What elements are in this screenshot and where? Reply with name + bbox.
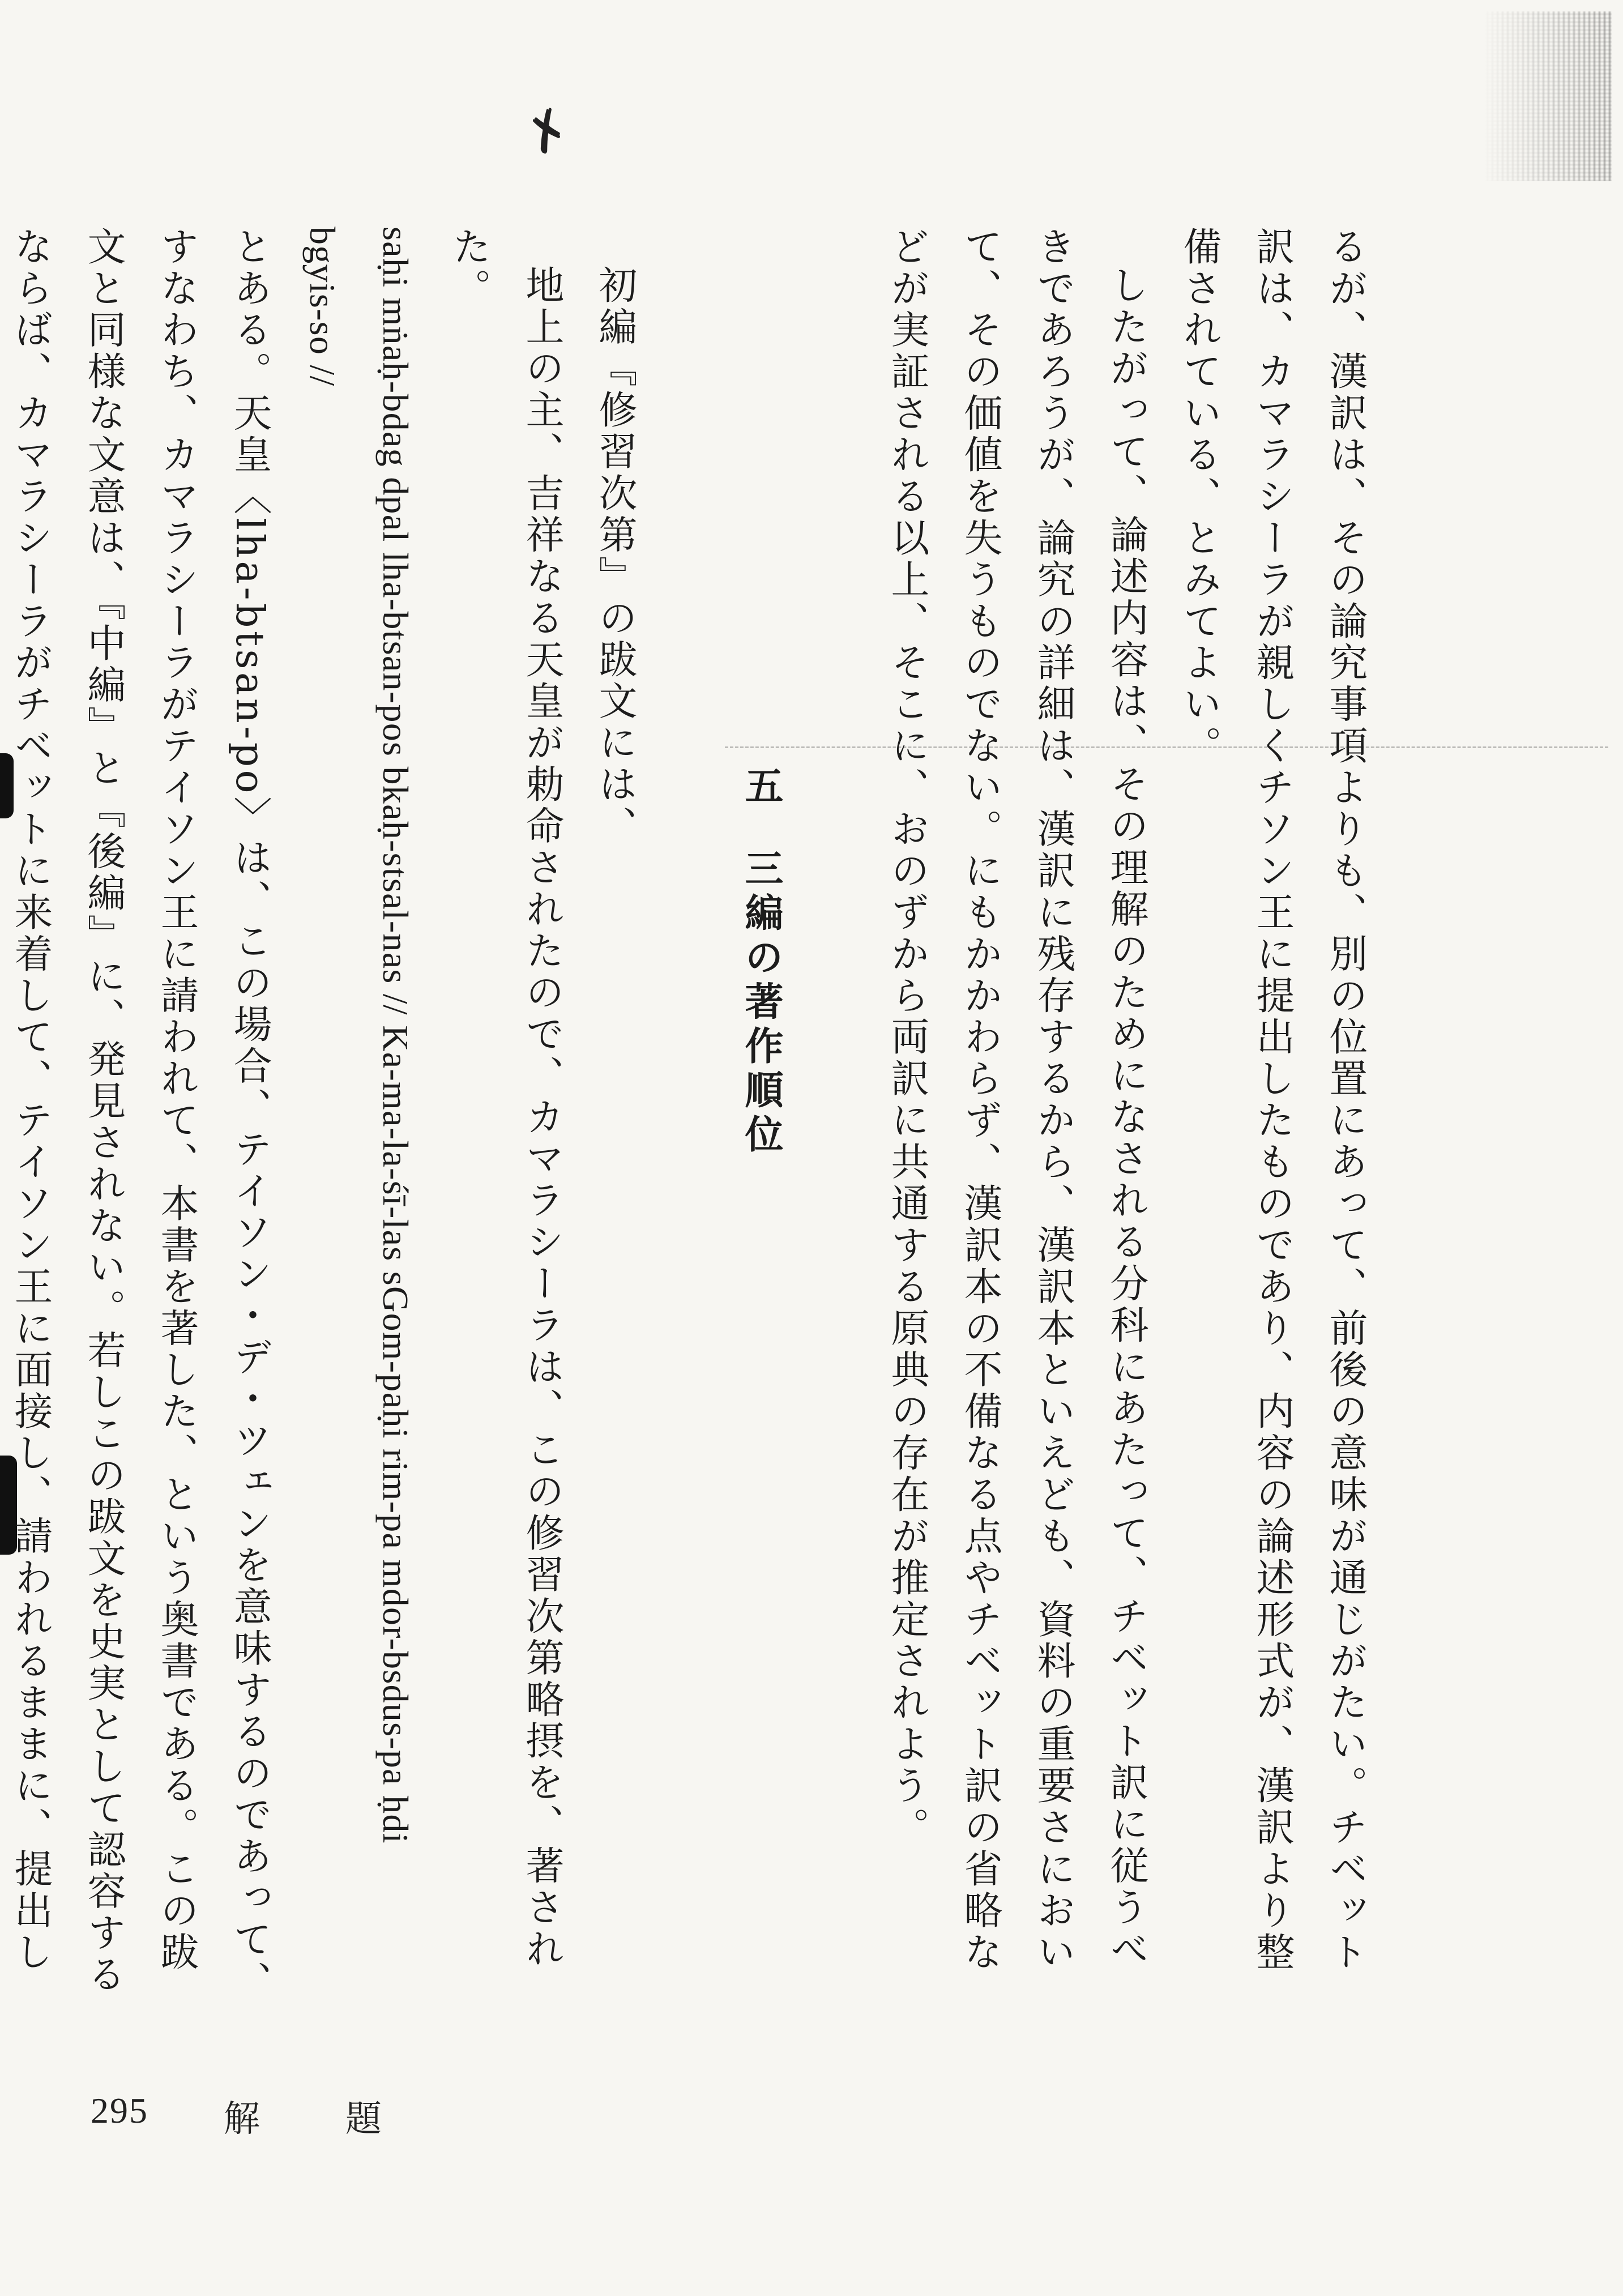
- quote-romanized-1: saḥi mṅaḥ-bdag dpal lha-btsan-pos bkaḥ-stsal-nas // Ka-ma-la-śī-las sGom-paḥi rim-pa mdor-bsdus-pa ḥdi: [375, 227, 416, 1844]
- vertical-text-body: [8, 227, 1382, 2011]
- section-heading: [724, 227, 797, 2011]
- quote-translation: 地上の主、吉祥なる天皇が勅命されたので、カマラシーラは、この修習次第略摂を、著された。: [446, 227, 564, 1971]
- paragraph-1: るが、漢訳は、その論究事項よりも、別の位置にあって、前後の意味が通じがたい。チベット訳は、カマラシーラが親しくチソン王に提出したものであり、内容の論述形式が、漢訳より整備されている、とみてよい。: [1177, 227, 1368, 1974]
- page-number: 295: [91, 2090, 148, 2131]
- intro-line: 初編『修習次第』の跋文には、: [592, 265, 637, 848]
- section-title: 三編の著作順位: [738, 848, 784, 1159]
- quote-romanized-2: bgyis-so //: [302, 227, 343, 387]
- running-head-char-1: 解: [224, 2098, 260, 2140]
- running-head-char-2: 題: [345, 2098, 382, 2140]
- paragraph-2: したがって、論述内容は、その理解のためになされる分科にあたって、チベット訳に従うべきであろうが、論究の詳細は、漢訳に残存するから、漢訳本といえども、資料の重要さにおいて、その価値を失うものでない。にもかかわらず、漢訳本の不備なる点やチベット訳の省略などが実証される以上、そこに、おのずから両訳に共通する原典の存在が推定されよう。: [885, 227, 1148, 1974]
- scan-smudge: [1481, 11, 1612, 181]
- paragraph-after-quote: とある。天皇〈lha-btsan-po〉は、この場合、テイソン・デ・ツェンを意味するのであって、すなわち、カマラシーラがテイソン王に請われて、本書を著した、という奥書である。この跋文と同様な文意は、『中編』と『後編』に、発見されない。若しこの跋文を史実として認容するならば、カマラシーラがチベットに来着して、テイソン王に面接し、請われるままに、提出し: [8, 227, 272, 2003]
- handwritten-mark: ✗: [514, 95, 582, 168]
- section-number: 五: [738, 766, 784, 810]
